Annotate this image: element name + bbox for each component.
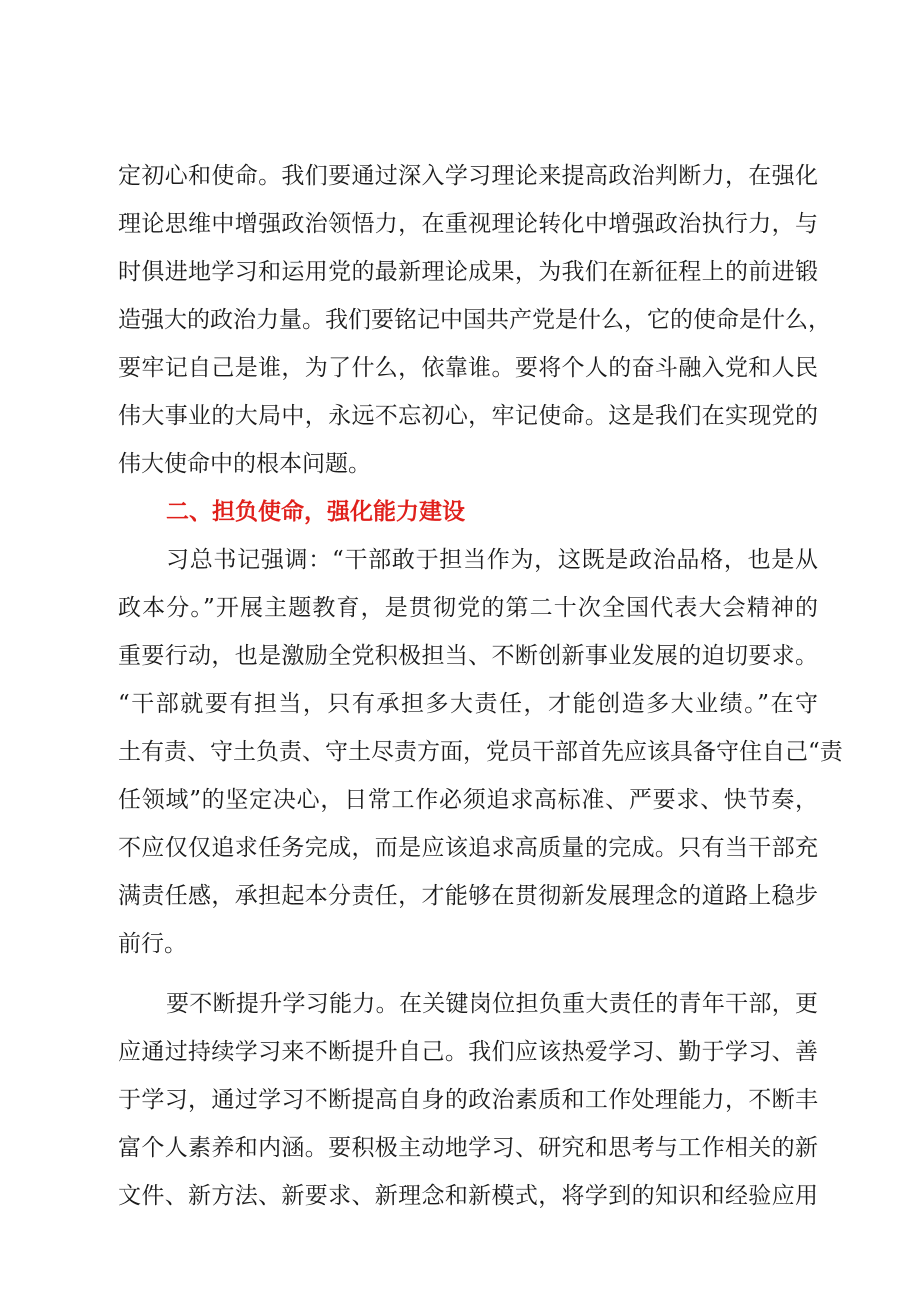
text-line: 土有责、守土负责、守土尽责方面，党员干部首先应该具备守住自己“责 — [118, 739, 843, 765]
text-line: 时俱进地学习和运用党的最新理论成果，为我们在新征程上的前进锻 — [118, 259, 818, 285]
document-body — [118, 152, 843, 1220]
text-line: 要不断提升学习能力。在关键岗位担负重大责任的青年干部，更 — [166, 991, 818, 1017]
text-line: 定初心和使命。我们要通过深入学习理论来提高政治判断力，在强化 — [118, 163, 818, 189]
text-line: 文件、新方法、新要求、新理念和新模式，将学到的知识和经验应用 — [118, 1183, 818, 1209]
text-line: 理论思维中增强政治领悟力，在重视理论转化中增强政治执行力，与 — [118, 211, 818, 237]
text-line: 任领域”的坚定决心，日常工作必须追求高标准、严要求、快节奏， — [118, 787, 818, 813]
paragraph-mission-continuation — [118, 152, 831, 488]
paragraph-spacer — [118, 968, 818, 980]
text-line: 伟大使命中的根本问题。 — [118, 451, 371, 477]
text-line: 不应仅仅追求任务完成，而是应该追求高质量的完成。只有当干部充 — [118, 835, 818, 861]
text-line: 造强大的政治力量。我们要铭记中国共产党是什么，它的使命是什么， — [118, 307, 831, 333]
text-line: 富个人素养和内涵。要积极主动地学习、研究和思考与工作相关的新 — [118, 1135, 818, 1161]
text-line: 政本分。”开展主题教育，是贯彻党的第二十次全国代表大会精神的 — [118, 595, 818, 621]
text-line: 习总书记强调：“干部敢于担当作为，这既是政治品格，也是从 — [166, 547, 818, 573]
text-line: 于学习，通过学习不断提高自身的政治素质和工作处理能力，不断丰 — [118, 1087, 818, 1113]
text-line: 满责任感，承担起本分责任，才能够在贯彻新发展理念的道路上稳步 — [118, 883, 818, 909]
text-line: 要牢记自己是谁，为了什么，依靠谁。要将个人的奋斗融入党和人民 — [118, 355, 818, 381]
text-line: 重要行动，也是激励全党积极担当、不断创新事业发展的迫切要求。 — [118, 643, 818, 669]
text-line: 前行。 — [118, 931, 187, 957]
paragraph-responsibility — [118, 536, 843, 968]
text-line: 应通过持续学习来不断提升自己。我们应该热爱学习、勤于学习、善 — [118, 1039, 818, 1065]
paragraph-learning-ability — [118, 980, 818, 1220]
text-line: “干部就要有担当，只有承担多大责任，才能创造多大业绩。”在守 — [118, 691, 818, 717]
section-heading: 二、担负使命，强化能力建设 — [166, 499, 465, 525]
text-line: 伟大事业的大局中，永远不忘初心，牢记使命。这是我们在实现党的 — [118, 403, 818, 429]
